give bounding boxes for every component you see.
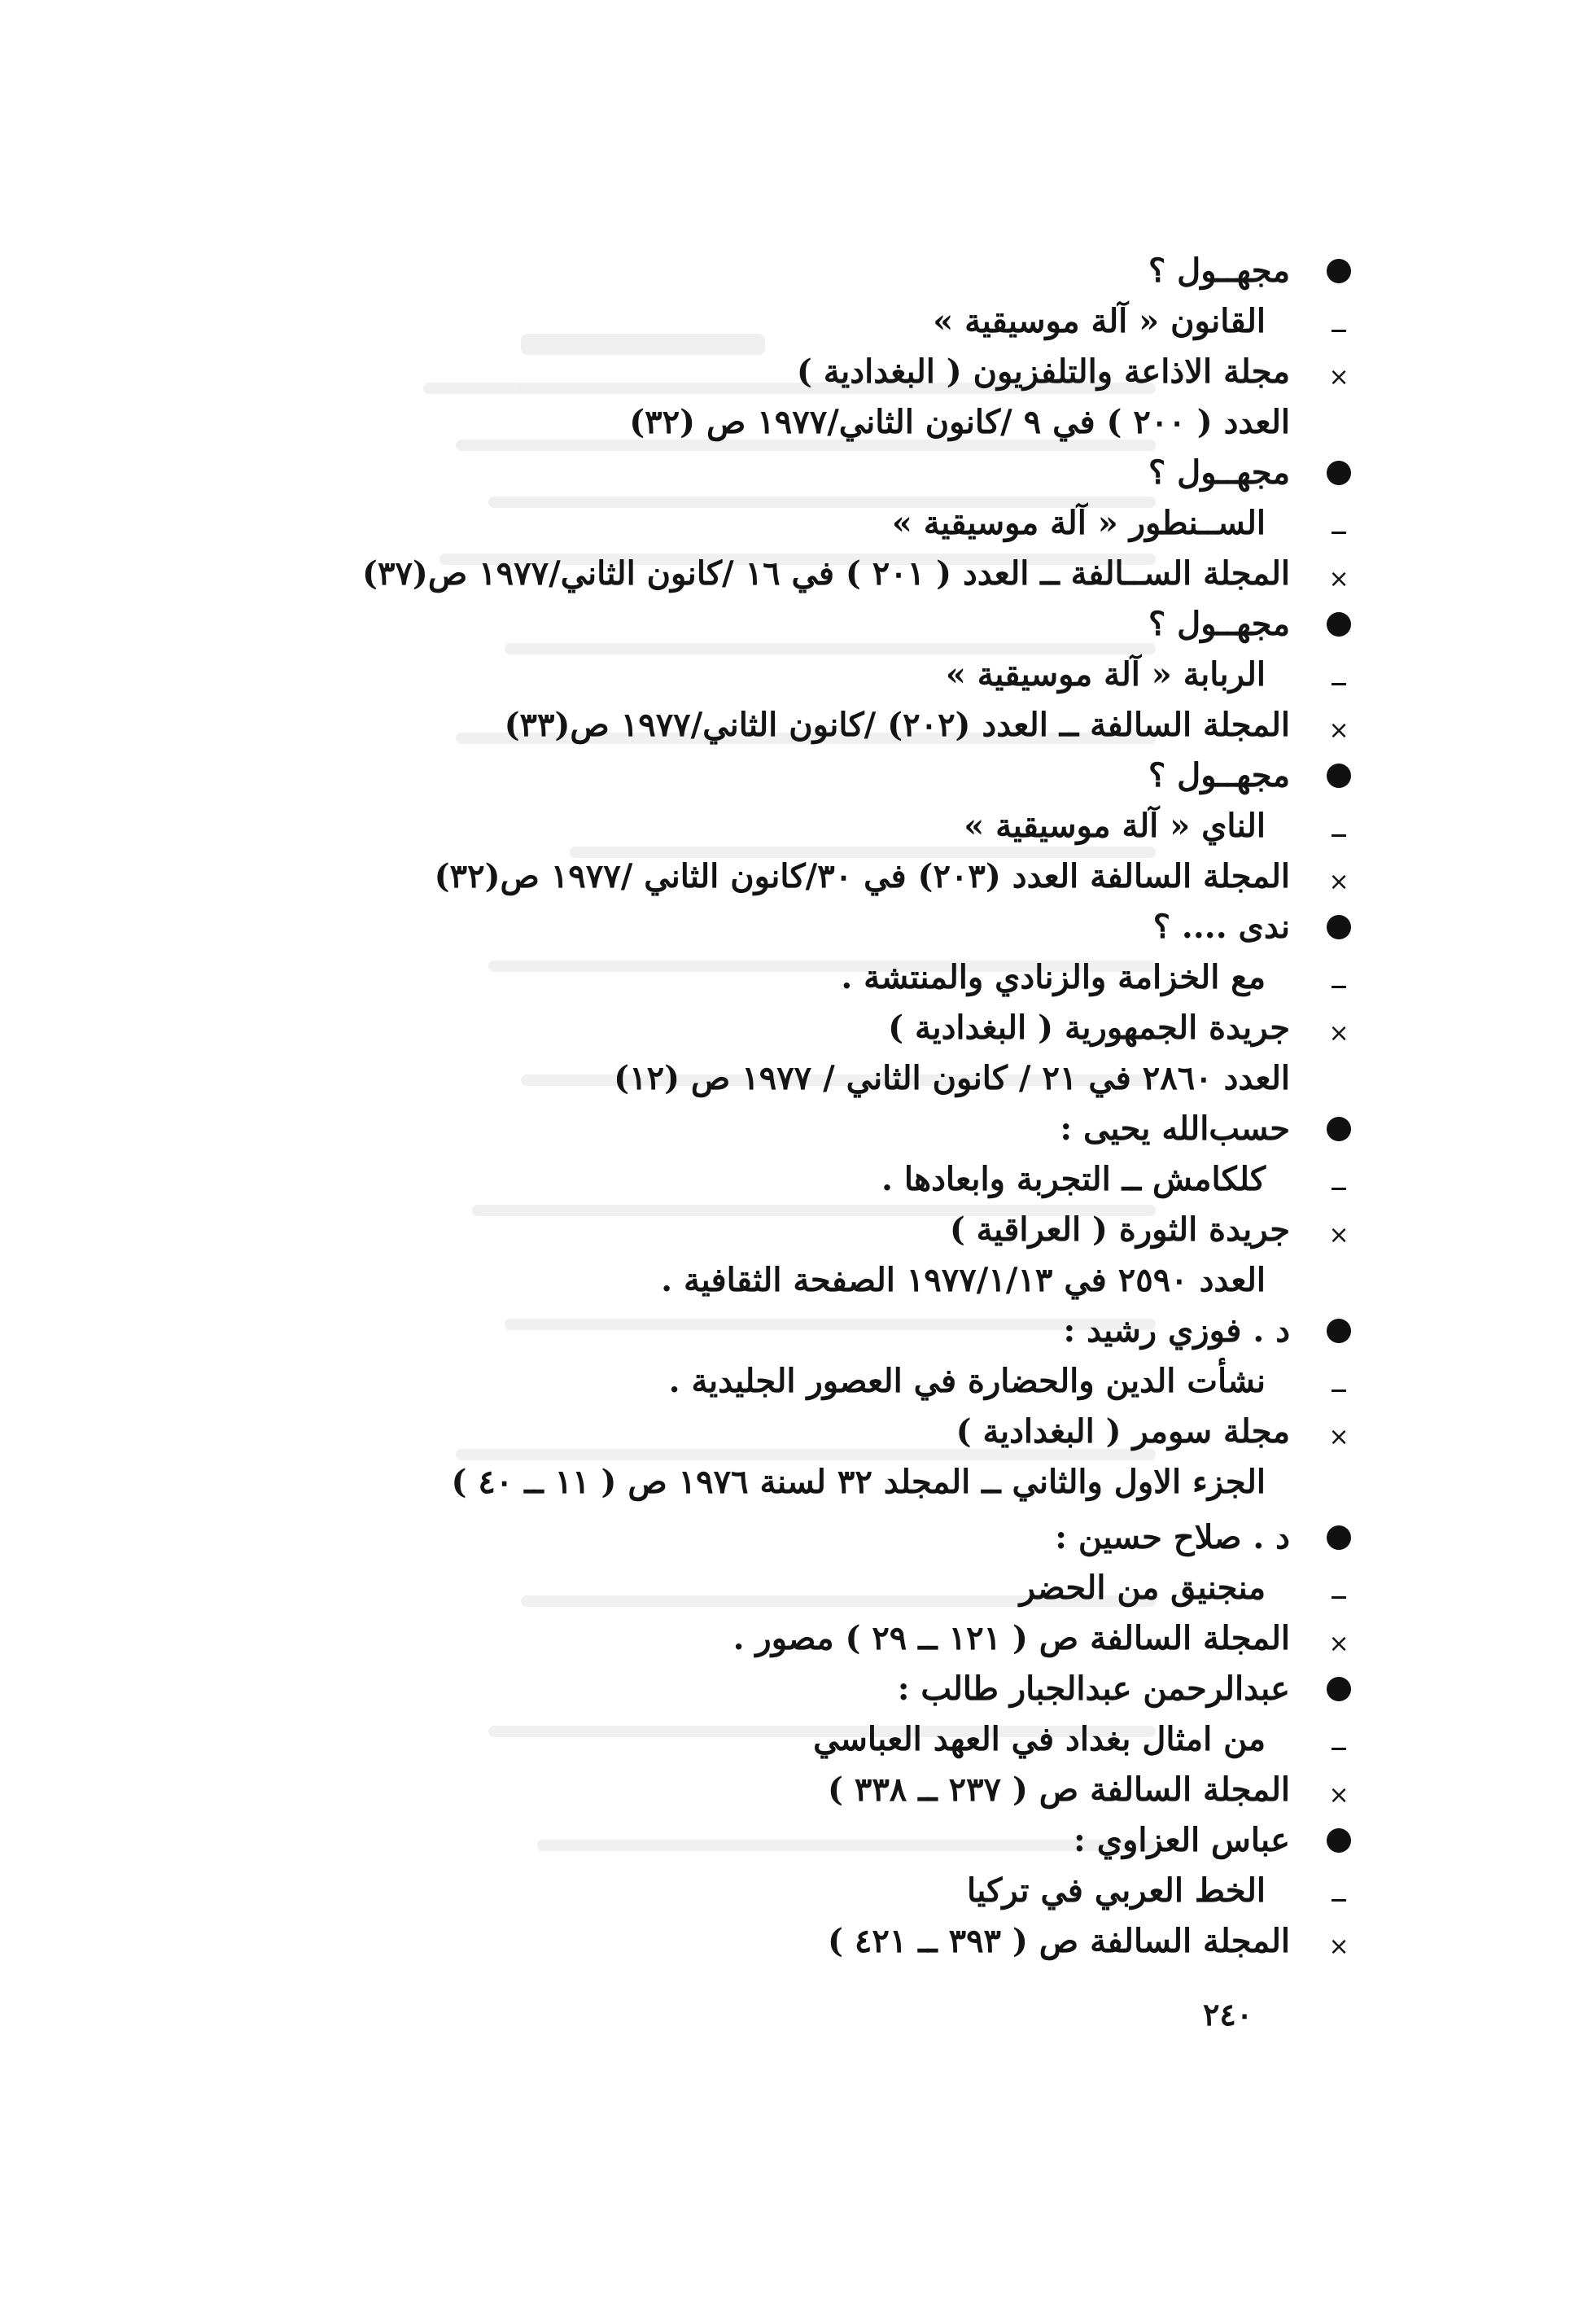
bibliography-entry	[216, 448, 1349, 599]
entry-title-line	[216, 296, 1290, 347]
cross-mark-icon: ×	[1328, 1630, 1349, 1658]
bibliography-list	[216, 246, 1349, 1967]
entry-title-line	[216, 650, 1290, 700]
cross-mark-icon: ×	[1328, 1932, 1349, 1961]
entry-author-line	[216, 751, 1290, 801]
entry-title: مع الخزامة والزنادي والمنتشة .	[841, 958, 1266, 996]
dash-icon	[1323, 1154, 1355, 1205]
entry-source: مجلة الاذاعة والتلفزيون ( البغدادية )	[796, 352, 1290, 391]
cross-mark-icon: ×	[1328, 716, 1349, 745]
entry-author-line	[216, 1815, 1290, 1866]
bibliography-entry	[216, 1512, 1349, 1664]
dash-icon	[1323, 650, 1355, 700]
entry-source: المجلة الســالفة ــ العدد ( ٢٠١ ) في ١٦ /كانون الثاني/١٩٧٧ ص(٣٧)	[362, 554, 1290, 593]
entry-author: عبدالرحمن عبدالجبار طالب :	[897, 1670, 1290, 1708]
entry-title: الخط العربي في تركيا	[967, 1871, 1266, 1910]
entry-title-line	[216, 1356, 1290, 1407]
entry-title: نشأت الدين والحضارة في العصور الجليدية .	[668, 1362, 1266, 1400]
entry-source: المجلة السالفة ص ( ٢٣٧ ــ ٣٣٨ )	[827, 1770, 1290, 1809]
entry-title: الســنطور « آلة موسيقية »	[891, 504, 1266, 542]
entry-title-line	[216, 1154, 1290, 1205]
bibliography-entry	[216, 599, 1349, 751]
entry-source-line	[216, 1916, 1349, 1967]
entry-source-line	[216, 549, 1349, 599]
entry-source: العدد ٢٨٦٠ في ٢١ / كانون الثاني / ١٩٧٧ ص (١٢)	[614, 1059, 1290, 1097]
entry-source-line	[216, 1457, 1290, 1508]
bibliography-entry	[216, 1664, 1349, 1815]
dash-icon	[1323, 296, 1355, 347]
entry-author: د . فوزي رشيد :	[1063, 1311, 1290, 1350]
entry-author-line	[216, 1306, 1290, 1356]
entry-source-line	[216, 1407, 1349, 1457]
entry-title-line	[216, 1563, 1290, 1613]
entry-source-line	[216, 700, 1349, 751]
entry-source: المجلة السالفة ــ العدد (٢٠٢) /كانون الثاني/١٩٧٧ ص(٣٣)	[504, 706, 1290, 744]
entry-source: مجلة سومر ( البغدادية )	[955, 1412, 1290, 1451]
entry-author: حسب‌الله يحيى :	[1060, 1109, 1290, 1148]
entry-author: مجهــول ؟	[1148, 252, 1290, 290]
page-number: ٢٤٠	[1203, 1996, 1253, 2033]
entry-author-line	[216, 246, 1290, 296]
bullet-dot-icon	[1323, 1664, 1355, 1714]
entry-source: المجلة السالفة ص ( ٣٩٣ ــ ٤٢١ )	[827, 1922, 1290, 1960]
entry-source: جريدة الثورة ( العراقية )	[949, 1210, 1290, 1249]
dash-icon	[1323, 801, 1355, 851]
entry-source-line	[216, 1205, 1349, 1255]
cross-mark-icon: ×	[1328, 1019, 1349, 1048]
entry-source-line	[216, 1053, 1290, 1104]
bibliography-entry	[216, 1306, 1349, 1508]
bibliography-entry	[216, 1815, 1349, 1967]
entry-author: د . صلاح حسين :	[1055, 1518, 1290, 1556]
bibliography-entry	[216, 902, 1349, 1104]
entry-title: من امثال بغداد في العهد العباسي	[813, 1720, 1266, 1758]
entry-author-line	[216, 448, 1290, 498]
bullet-dot-icon	[1323, 902, 1355, 952]
entry-title: الربابة « آلة موسيقية »	[945, 655, 1266, 694]
entry-title: كلكامش ــ التجربة وابعادها .	[881, 1160, 1266, 1198]
entry-source-line	[216, 1003, 1349, 1053]
entry-title-line	[216, 1714, 1290, 1765]
entry-author-line	[216, 599, 1290, 650]
entry-author: ندى .... ؟	[1152, 908, 1290, 946]
bibliography-entry	[216, 246, 1349, 448]
entry-source-line	[216, 397, 1290, 448]
entry-title: الناي « آلة موسيقية »	[964, 807, 1266, 845]
bullet-dot-icon	[1323, 599, 1355, 650]
entry-source: الجزء الاول والثاني ــ المجلد ٣٢ لسنة ١٩٧٦ ص ( ١١ ــ ٤٠ )	[451, 1463, 1266, 1501]
entry-title-line	[216, 952, 1290, 1003]
entry-author-line	[216, 1104, 1290, 1154]
dash-icon	[1323, 498, 1355, 549]
cross-mark-icon: ×	[1328, 1423, 1349, 1451]
entry-author: مجهــول ؟	[1148, 605, 1290, 643]
entry-author-line	[216, 1664, 1290, 1714]
entry-source: جريدة الجمهورية ( البغدادية )	[888, 1009, 1290, 1047]
bibliography-entry	[216, 1104, 1349, 1306]
entry-source: العدد ٢٥٩٠ في ١٩٧٧/١/١٣ الصفحة الثقافية .	[661, 1261, 1266, 1299]
bullet-dot-icon	[1323, 1815, 1355, 1866]
entry-source-line	[216, 1765, 1349, 1815]
entry-title-line	[216, 498, 1290, 549]
entry-source: المجلة السالفة ص ( ١٢١ ــ ٢٩ ) مصور .	[732, 1619, 1290, 1657]
entry-title: القانون « آلة موسيقية »	[933, 302, 1266, 340]
dash-icon	[1323, 1714, 1355, 1765]
cross-mark-icon: ×	[1328, 1781, 1349, 1810]
entry-source: العدد ( ٢٠٠ ) في ٩ /كانون الثاني/١٩٧٧ ص (٣٢)	[629, 403, 1290, 441]
bullet-dot-icon	[1323, 751, 1355, 801]
entry-source-line	[216, 1613, 1349, 1664]
entry-author: عباس العزاوي :	[1074, 1821, 1290, 1859]
cross-mark-icon: ×	[1328, 363, 1349, 392]
entry-author: مجهــول ؟	[1148, 453, 1290, 492]
cross-mark-icon: ×	[1328, 1221, 1349, 1250]
dash-icon	[1323, 1563, 1355, 1613]
entry-title-line	[216, 1866, 1290, 1916]
entry-title-line	[216, 801, 1290, 851]
entry-source-line	[216, 347, 1349, 397]
entry-title: منجنيق من الحضر	[1019, 1569, 1266, 1607]
cross-mark-icon: ×	[1328, 565, 1349, 593]
entry-source-line	[216, 1255, 1290, 1306]
dash-icon	[1323, 1866, 1355, 1916]
entry-source-line	[216, 851, 1349, 902]
dash-icon	[1323, 952, 1355, 1003]
bullet-dot-icon	[1323, 246, 1355, 296]
bullet-dot-icon	[1323, 1512, 1355, 1563]
dash-icon	[1323, 1356, 1355, 1407]
bullet-dot-icon	[1323, 1104, 1355, 1154]
entry-author-line	[216, 902, 1290, 952]
bullet-dot-icon	[1323, 1306, 1355, 1356]
entry-source: المجلة السالفة العدد (٢٠٣) في ٣٠/كانون الثاني /١٩٧٧ ص(٣٢)	[434, 857, 1290, 895]
bibliography-entry	[216, 751, 1349, 902]
entry-author-line	[216, 1512, 1290, 1563]
cross-mark-icon: ×	[1328, 868, 1349, 896]
entry-author: مجهــول ؟	[1148, 756, 1290, 794]
bullet-dot-icon	[1323, 448, 1355, 498]
